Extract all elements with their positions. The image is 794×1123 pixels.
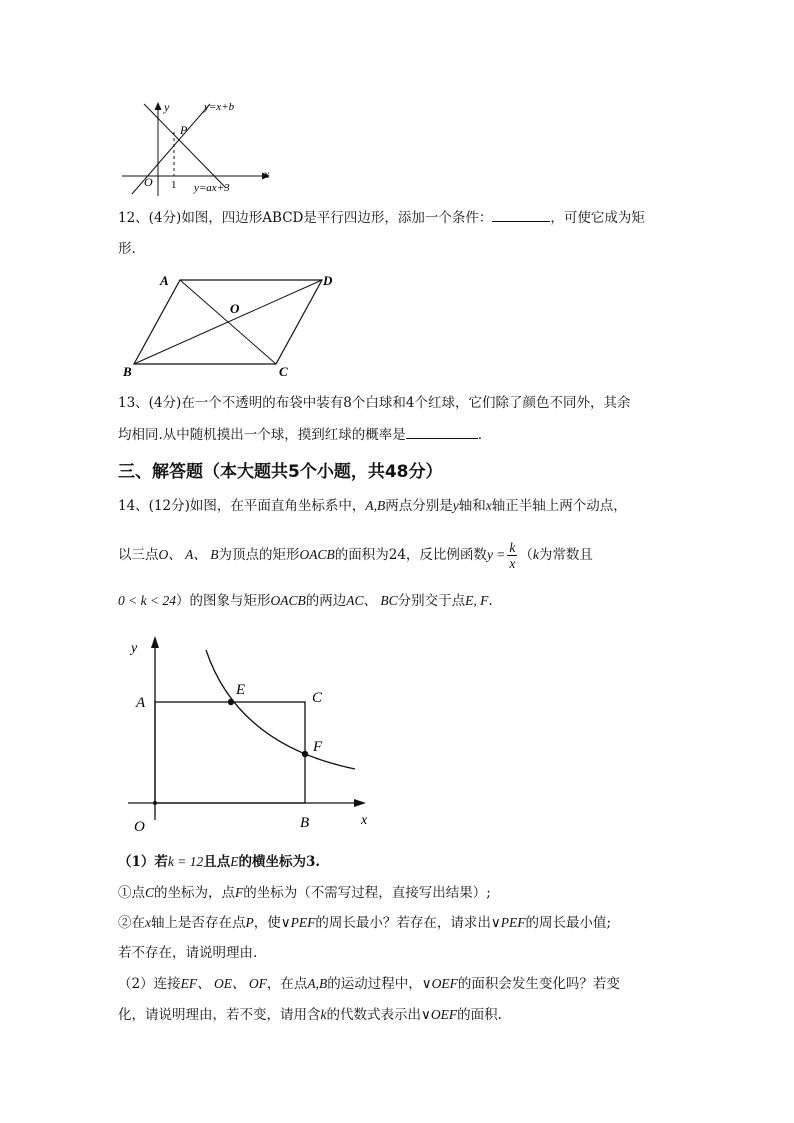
x-axis-label: x bbox=[361, 813, 368, 828]
vertex-a-label: A bbox=[160, 273, 169, 288]
point-e bbox=[228, 699, 234, 705]
tick-one-label: 1 bbox=[171, 179, 177, 191]
y-axis-label: y bbox=[164, 100, 170, 114]
question-14-line-1: 14、(12分)如图，在平面直角坐标系中，A,B两点分别是y轴和x轴正半轴上两个动点， bbox=[118, 498, 627, 514]
part-1-sub-1: ①点C的坐标为，点F的坐标为（不需写过程，直接写出结果）; bbox=[118, 885, 491, 901]
section-3-heading: 三、解答题（本大题共5个小题，共48分） bbox=[118, 462, 443, 482]
x-axis-label: x bbox=[264, 167, 270, 181]
origin-point bbox=[153, 801, 157, 805]
y-axis-label: y bbox=[131, 641, 138, 656]
diagonal-bd bbox=[134, 280, 322, 364]
point-f-label: F bbox=[313, 739, 323, 755]
line1-label: y=x+b bbox=[204, 101, 235, 113]
x-axis-arrow bbox=[354, 799, 366, 807]
part-2-line-2: 化，请说明理由，若不变，请用含k的代数式表示出∨OEF的面积. bbox=[118, 1007, 502, 1023]
vertex-d-label: D bbox=[323, 273, 333, 288]
figure-lines-intersection bbox=[118, 98, 278, 198]
y-axis-arrow bbox=[155, 102, 162, 110]
vertex-b-label: B bbox=[123, 364, 132, 379]
point-c-label: C bbox=[312, 690, 323, 706]
question-12-line-2: 形. bbox=[118, 241, 136, 257]
point-f bbox=[302, 751, 308, 757]
line-y-ax-plus-3 bbox=[144, 104, 226, 188]
question-12-line-1: 12、(4分)如图，四边形ABCD是平行四边形，添加一个条件： ，可使它成为矩 bbox=[118, 207, 645, 228]
figure-rectangle-hyperbola bbox=[118, 630, 388, 840]
question-13-line-2: 均相同.从中随机摸出一个球，摸到红球的概率是 . bbox=[118, 424, 482, 445]
answer-blank-q13[interactable] bbox=[406, 424, 478, 439]
point-a-label: A bbox=[136, 695, 146, 711]
question-13-label: 13、(4分) bbox=[118, 395, 182, 411]
answer-blank-q12[interactable] bbox=[492, 207, 550, 222]
point-p-label: P bbox=[180, 123, 188, 137]
point-b-label: B bbox=[300, 815, 310, 831]
center-o-label: O bbox=[230, 301, 240, 316]
origin-label: O bbox=[144, 175, 153, 189]
vertex-c-label: C bbox=[279, 364, 288, 379]
figure-parallelogram-abcd bbox=[118, 268, 348, 382]
part-1-sub-2-cont: 若不存在，请说明理由. bbox=[118, 945, 258, 961]
rectangle-oacb bbox=[155, 702, 305, 803]
origin-label: O bbox=[134, 819, 145, 835]
question-14-line-3: 0 < k < 24）的图象与矩形OACB的两边AC、 BC分别交于点E, F. bbox=[118, 593, 493, 609]
hyperbola-curve bbox=[206, 650, 355, 769]
question-14-label: 14、(12分) bbox=[118, 498, 190, 514]
fraction-k-over-x: $\frac{k}{x}$ bbox=[509, 540, 516, 571]
y-axis-arrow bbox=[151, 636, 159, 648]
question-14-line-2: 以三点O、 A、 B为顶点的矩形OACB的面积为24，反比例函数y = $\frac{k}{x}$ （k为常数且 bbox=[118, 540, 593, 571]
question-13-line-1: 13、(4分)在一个不透明的布袋中装有8个白球和4个红球，它们除了颜色不同外，其余 bbox=[118, 395, 631, 411]
part-2-line-1: （2）连接EF、 OE、 OF，在点A,B的运动过程中，∨OEF的面积会发生变化吗？若变 bbox=[118, 976, 620, 992]
part-1-title: （1）若k = 12且点E的横坐标为3. bbox=[118, 854, 321, 870]
point-e-label: E bbox=[236, 682, 246, 698]
question-12-label: 12、(4分) bbox=[118, 210, 182, 226]
line2-label: y=ax+3 bbox=[194, 182, 230, 194]
part-1-sub-2: ②在x轴上是否存在点P，使∨PEF的周长最小？若存在，请求出∨PEF的周长最小值; bbox=[118, 915, 612, 931]
